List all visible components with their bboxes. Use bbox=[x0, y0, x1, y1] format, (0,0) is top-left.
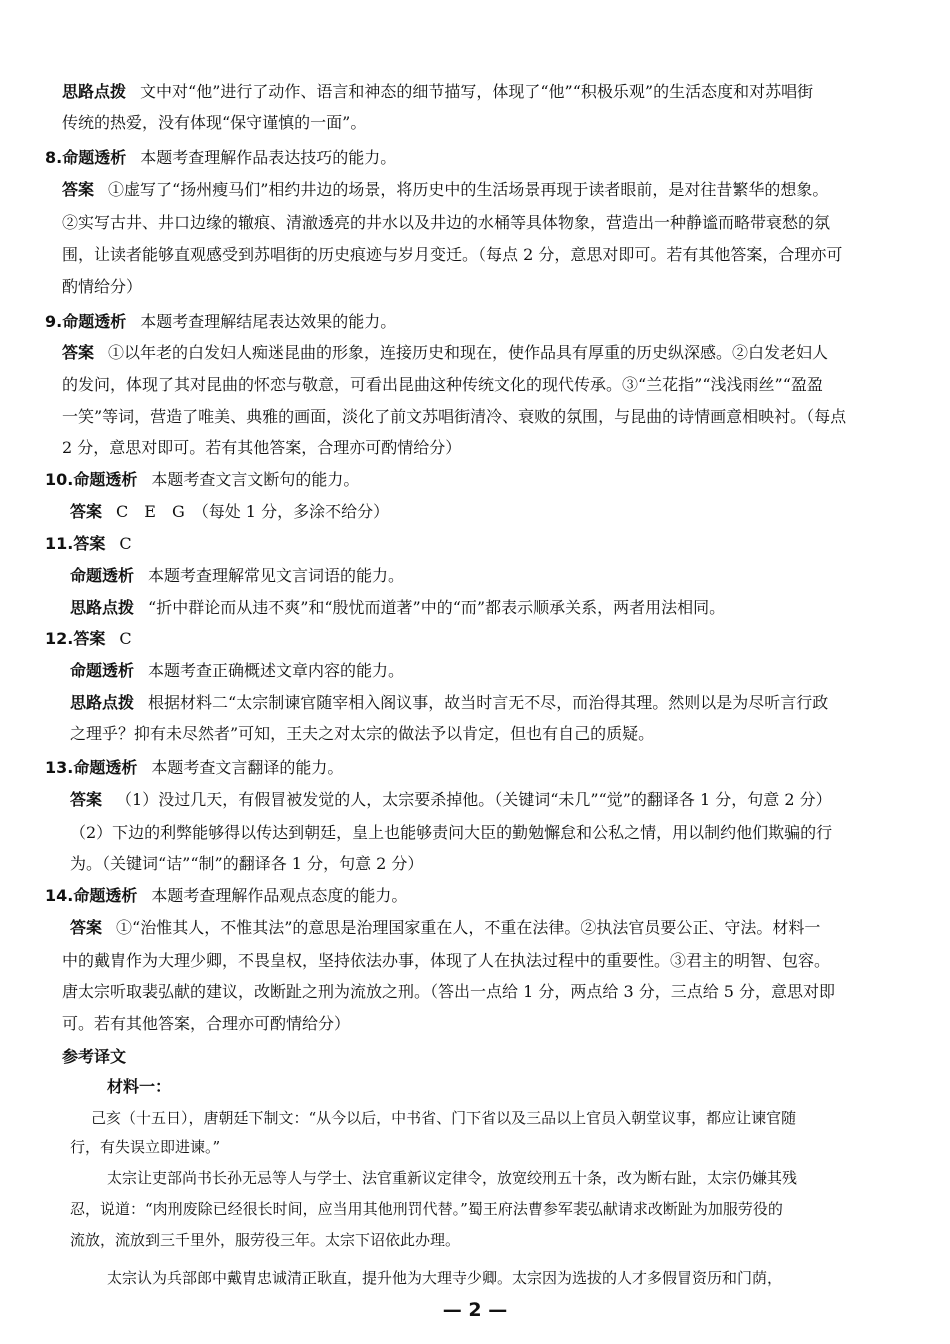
line-text: ①“治惟其人，不惟其法”的意思是治理国家重在人，不重在法律。②执法官员要公正、守法。材料一 bbox=[116, 918, 821, 937]
text-line bbox=[62, 950, 830, 972]
text-line bbox=[62, 81, 813, 103]
text-line bbox=[62, 244, 842, 266]
text-line bbox=[45, 533, 132, 555]
line-text: 本题考查文言翻译的能力。 bbox=[151, 758, 344, 777]
section-label: 答案 bbox=[73, 629, 106, 648]
section-label: 命题透析 bbox=[73, 886, 138, 905]
section-label: 命题透析 bbox=[62, 148, 127, 167]
text-line bbox=[45, 628, 132, 650]
line-text: 本题考查理解作品表达技巧的能力。 bbox=[140, 148, 397, 167]
text-line bbox=[62, 112, 366, 134]
section-label: 思路点拨 bbox=[70, 693, 135, 712]
line-text: 中的戴胄作为大理少卿，不畏皇权，坚持依法办事，体现了人在执法过程中的重要性。③君主的明智、包容。 bbox=[62, 951, 831, 970]
text-line bbox=[62, 276, 142, 298]
text-line bbox=[91, 1107, 796, 1129]
text-line bbox=[62, 212, 830, 234]
text-line bbox=[62, 342, 828, 364]
text-line bbox=[70, 822, 832, 844]
section-label: 答案 bbox=[70, 918, 103, 937]
line-text: 本题考查理解作品观点态度的能力。 bbox=[151, 886, 408, 905]
text-line bbox=[107, 1076, 185, 1098]
question-number: 12. bbox=[45, 629, 74, 648]
question-number: 14. bbox=[45, 886, 74, 905]
line-text: 忍，说道：“肉刑废除已经很长时间，应当用其他刑罚代替。”蜀王府法曹参军裴弘献请求改断趾为加服劳役的 bbox=[70, 1200, 783, 1218]
text-line bbox=[62, 1046, 140, 1068]
text-line bbox=[62, 437, 461, 459]
section-label: 命题透析 bbox=[62, 312, 127, 331]
line-text: （1）没过几天，有假冒被发觉的人，太宗要杀掉他。（关键词“未几”“觉”的翻译各 1 分，句意 2 分） bbox=[116, 790, 832, 809]
text-line bbox=[62, 406, 846, 428]
text-line bbox=[62, 1013, 350, 1035]
line-text: （2）下边的利弊能够得以传达到朝廷，皇上也能够责问大臣的勤勉懈怠和公私之情，用以制约他们欺骗的行 bbox=[70, 823, 833, 842]
text-line bbox=[45, 147, 396, 169]
line-text: 一笑”等词，营造了唯美、典雅的画面，淡化了前文苏唱街清冷、衰败的氛围，与昆曲的诗情画意相映衬。（每点 bbox=[62, 407, 847, 426]
line-text: 流放，流放到三千里外，服劳役三年。太宗下诏依此办理。 bbox=[70, 1231, 461, 1249]
section-label: 命题透析 bbox=[73, 758, 138, 777]
line-text: 己亥（十五日），唐朝廷下制文：“从今以后，中书省、门下省以及三品以上官员入朝堂议事，都应让谏官随 bbox=[91, 1109, 797, 1127]
line-text: 本题考查文言文断句的能力。 bbox=[151, 470, 360, 489]
section-label: 材料一： bbox=[107, 1077, 172, 1096]
section-label: 答案 bbox=[70, 790, 103, 809]
line-text: 行，有失误立即进谏。” bbox=[70, 1138, 221, 1156]
line-text: 根据材料二“太宗制谏官随宰相入阁议事，故当时言无不尽，而治得其理。然则以是为尽听言行政 bbox=[148, 693, 829, 712]
section-label: 命题透析 bbox=[70, 566, 135, 585]
text-line bbox=[107, 1267, 782, 1289]
line-text: ①虚写了“扬州瘦马们”相约井边的场景，将历史中的生活场景再现于读者眼前，是对往昔繁华的想象。 bbox=[108, 180, 829, 199]
question-number: 8. bbox=[45, 148, 63, 167]
line-text: 可。若有其他答案，合理亦可酌情给分） bbox=[62, 1014, 351, 1033]
question-number: 10. bbox=[45, 470, 74, 489]
line-text: 之理乎？抑有未尽然者”可知，王夫之对太宗的做法予以肯定，但也有自己的质疑。 bbox=[70, 724, 655, 743]
text-line bbox=[70, 501, 389, 523]
question-number: 11. bbox=[45, 534, 74, 553]
line-text: 太宗认为兵部郎中戴胄忠诚清正耿直，提升他为大理寺少卿。太宗因为选拔的人才多假冒资历和门荫， bbox=[107, 1269, 783, 1287]
line-text: C E G （每处 1 分，多涂不给分） bbox=[116, 502, 390, 521]
page-number: — 2 — bbox=[442, 1299, 508, 1321]
section-label: 答案 bbox=[70, 502, 103, 521]
text-line bbox=[70, 1229, 460, 1251]
text-line bbox=[45, 311, 396, 333]
text-line bbox=[70, 597, 725, 619]
line-text: 酌情给分） bbox=[62, 277, 143, 296]
section-label: 答案 bbox=[62, 343, 95, 362]
line-text: 的发问，体现了其对昆曲的怀恋与敬意，可看出昆曲这种传统文化的现代传承。③“兰花指”“浅浅雨丝”“盈盈 bbox=[62, 375, 823, 394]
line-text: 为。（关键词“诘”“制”的翻译各 1 分，句意 2 分） bbox=[70, 854, 424, 873]
line-text: ②实写古井、井口边缘的辙痕、清澈透亮的井水以及井边的水桶等具体物象，营造出一种静谧而略带衰愁的氛 bbox=[62, 213, 831, 232]
line-text: 文中对“他”进行了动作、语言和神态的细节描写，体现了“他”“积极乐观”的生活态度和对苏唱街 bbox=[140, 82, 814, 101]
section-label: 思路点拨 bbox=[62, 82, 127, 101]
text-line bbox=[62, 374, 823, 396]
section-label: 思路点拨 bbox=[70, 598, 135, 617]
question-number: 13. bbox=[45, 758, 74, 777]
section-label: 命题透析 bbox=[70, 661, 135, 680]
text-line bbox=[70, 692, 828, 714]
text-line bbox=[62, 981, 835, 1003]
line-text: 围，让读者能够直观感受到苏唱街的历史痕迹与岁月变迁。（每点 2 分，意思对即可。若有其他答案，合理亦可 bbox=[62, 245, 843, 264]
section-label: 答案 bbox=[73, 534, 106, 553]
text-line bbox=[70, 723, 654, 745]
text-line bbox=[70, 789, 832, 811]
line-text: 2 分，意思对即可。若有其他答案，合理亦可酌情给分） bbox=[62, 438, 462, 457]
section-label: 答案 bbox=[62, 180, 95, 199]
text-line bbox=[45, 885, 407, 907]
line-text: 传统的热爱，没有体现“保守谨慎的一面”。 bbox=[62, 113, 367, 132]
line-text: 本题考查理解结尾表达效果的能力。 bbox=[140, 312, 397, 331]
text-line bbox=[107, 1167, 797, 1189]
line-text: 唐太宗听取裴弘献的建议，改断趾之刑为流放之刑。（答出一点给 1 分，两点给 3 分，三点给 5 分，意思对即 bbox=[62, 982, 836, 1001]
line-text: 本题考查正确概述文章内容的能力。 bbox=[148, 661, 405, 680]
line-text: 本题考查理解常见文言词语的能力。 bbox=[148, 566, 405, 585]
text-line bbox=[70, 1198, 783, 1220]
line-text: 太宗让吏部尚书长孙无忌等人与学士、法官重新议定律令，放宽绞刑五十条，改为断右趾，太宗仍嫌其残 bbox=[107, 1169, 798, 1187]
line-text: ①以年老的白发妇人痴迷昆曲的形象，连接历史和现在，使作品具有厚重的历史纵深感。②白发老妇人 bbox=[108, 343, 829, 362]
line-text: “折中群论而从违不爽”和“殷忧而道著”中的“而”都表示顺承关系，两者用法相同。 bbox=[148, 598, 726, 617]
text-line bbox=[70, 660, 404, 682]
text-line bbox=[70, 853, 423, 875]
text-line bbox=[70, 917, 820, 939]
question-number: 9. bbox=[45, 312, 63, 331]
text-line bbox=[45, 469, 359, 491]
text-line bbox=[70, 1136, 220, 1158]
text-line bbox=[45, 757, 343, 779]
section-label: 命题透析 bbox=[73, 470, 138, 489]
text-line bbox=[70, 565, 404, 587]
text-line bbox=[62, 179, 828, 201]
line-text: C bbox=[119, 534, 132, 553]
section-label: 参考译文 bbox=[62, 1047, 127, 1066]
line-text: C bbox=[119, 629, 132, 648]
